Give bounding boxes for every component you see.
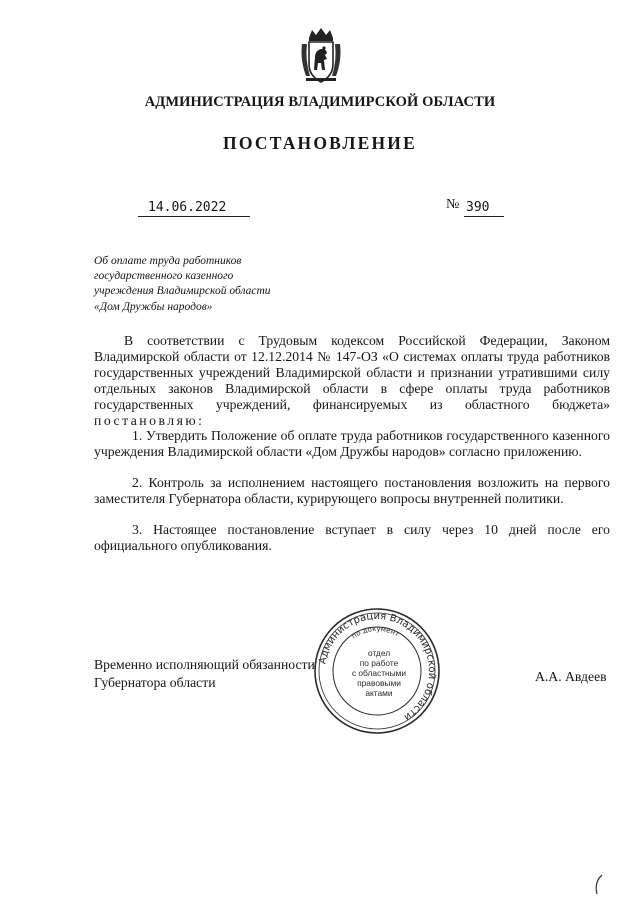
signatory-name: А.А. Авдеев: [535, 669, 607, 684]
pen-mark-icon: [588, 872, 608, 898]
subject-line: «Дом Дружбы народов»: [94, 300, 213, 313]
stamp-center-line: правовыми: [357, 678, 401, 688]
document-number-label: №: [446, 197, 460, 212]
clause-1: 1. Утвердить Положение об оплате труда работников государственного казенного учреждения Владимирской области «Дом Дружбы народов» согласно приложению.: [94, 428, 610, 460]
signatory-position-line: Временно исполняющий обязанности: [94, 657, 315, 672]
signatory-position: [94, 656, 315, 692]
document-number: 390: [464, 200, 504, 217]
document-subject: [94, 254, 271, 315]
official-stamp: [312, 606, 442, 736]
decree-word: постановляю:: [94, 412, 205, 428]
subject-line: государственного казенного: [94, 270, 234, 283]
subject-line: учреждения Владимирской области: [94, 285, 271, 298]
document-date: 14.06.2022: [138, 200, 250, 217]
preamble-text: В соответствии с Трудовым кодексом Российской Федерации, Законом Владимирской области от 12.12.2014 № 147-ОЗ «О системах оплаты труда работников государственных учреждений Владимирской области и признании утратившими силу отдельных законов Владимирской области в сфере оплаты труда работников государственных учреждений, финансируемых из областного бюджета»: [94, 333, 610, 412]
document-body: [94, 333, 610, 554]
stamp-center-line: актами: [365, 688, 393, 698]
organization-title: АДМИНИСТРАЦИЯ ВЛАДИМИРСКОЙ ОБЛАСТИ: [144, 94, 496, 110]
preamble-paragraph: [94, 333, 610, 428]
stamp-ring-text: Администрация Владимирской области: [317, 610, 438, 723]
signatory-position-line: Губернатора области: [94, 675, 216, 690]
stamp-center-line: по работе: [359, 658, 399, 668]
clause-3: 3. Настоящее постановление вступает в силу через 10 дней после его официального опубликования.: [94, 522, 610, 553]
subject-line: Об оплате труда работников: [94, 255, 242, 267]
stamp-inner-text: по документ: [350, 624, 401, 641]
clause-2: 2. Контроль за исполнением настоящего постановления возложить на первого заместителя Губернатора области, курирующего вопросы внутренней политики.: [94, 475, 610, 507]
coat-of-arms-icon: [296, 26, 346, 86]
stamp-center-line: с областными: [351, 668, 407, 678]
stamp-center-line: отдел: [367, 648, 391, 658]
document-type-title: ПОСТАНОВЛЕНИЕ: [223, 133, 417, 153]
